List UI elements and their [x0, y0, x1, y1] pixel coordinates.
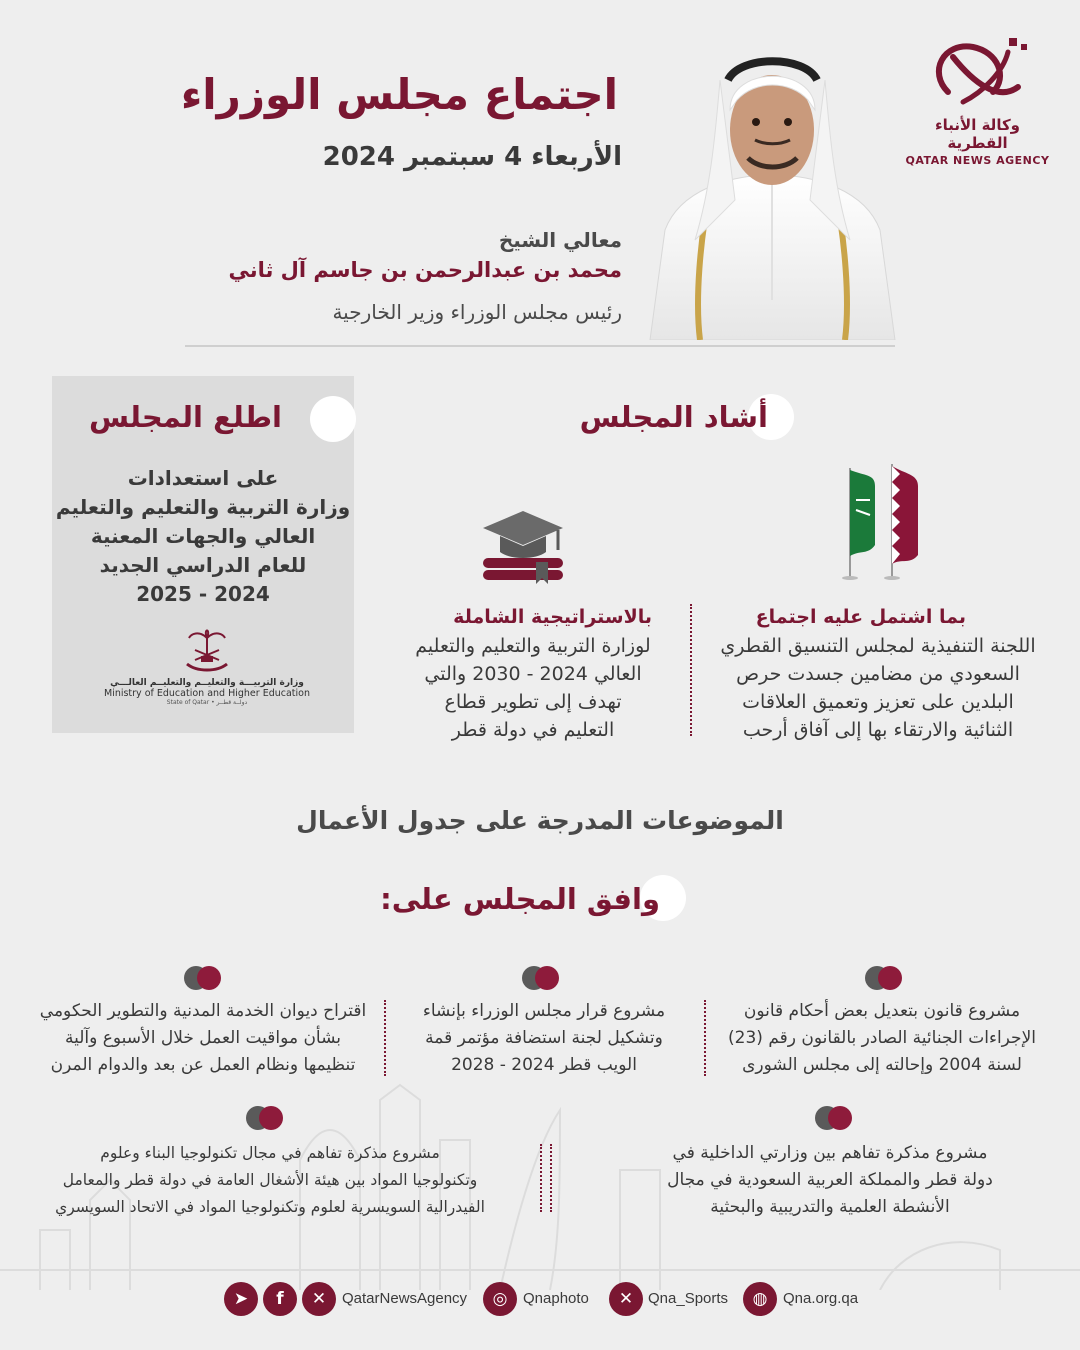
item-bullet [246, 1106, 286, 1130]
telegram-icon[interactable]: ➤ [224, 1282, 258, 1316]
review-line: 2024 - 2025 [136, 582, 270, 606]
review-line: العالي والجهات المعنية [90, 524, 316, 548]
flags-icon [830, 460, 925, 585]
agenda-line: الإجراءات الجنائية الصادر بالقانون رقم (23) [728, 1028, 1036, 1048]
agenda-line: اقتراح ديوان الخدمة المدنية والتطوير الحكومي [39, 1001, 367, 1021]
review-text [52, 464, 354, 609]
praised-left-text [388, 632, 678, 744]
agency-name-ar: وكالة الأنباء القطرية [935, 116, 1020, 152]
agenda-item-1 [712, 998, 1052, 1079]
item-bullet [522, 966, 562, 990]
review-line: على استعدادات [127, 466, 279, 490]
praised-right-line: الثنائية والارتقاء بها إلى آفاق أرحب [742, 719, 1014, 741]
social-footer [0, 1280, 1080, 1324]
header-divider [185, 345, 895, 347]
agenda-line: وتشكيل لجنة استضافة مؤتمر قمة [425, 1028, 663, 1048]
agenda-item-4 [620, 1140, 1040, 1221]
agenda-line: مشروع قرار مجلس الوزراء بإنشاء [422, 1001, 666, 1021]
moe-logo [102, 626, 312, 716]
item-bullet [865, 966, 905, 990]
item-bullet [184, 966, 224, 990]
x-icon[interactable]: ✕ [302, 1282, 336, 1316]
agenda-item-2 [398, 998, 690, 1079]
review-box [52, 376, 354, 733]
agenda-line: تنظيمها ونظام العمل عن بعد والدوام المرن [50, 1055, 356, 1075]
portrait-image [640, 40, 905, 340]
qna-handle-link[interactable]: QatarNewsAgency [342, 1290, 468, 1307]
agenda-title: الموضوعات المدرجة على جدول الأعمال [296, 806, 784, 835]
agenda-line: الويب قطر 2024 - 2028 [451, 1055, 637, 1075]
agenda-line: لسنة 2004 وإحالته إلى مجلس الشورى [742, 1055, 1022, 1075]
qna-logo [905, 32, 1050, 167]
agenda-line: بشأن مواقيت العمل خلال الأسبوع وآلية [64, 1028, 342, 1048]
person-name: محمد بن عبدالرحمن بن جاسم آل ثاني [228, 258, 622, 282]
agenda-line: مشروع مذكرة تفاهم بين وزارتي الداخلية في [672, 1143, 988, 1163]
agenda-item-5 [20, 1140, 520, 1221]
qna-sports-link[interactable]: Qna_Sports [648, 1290, 729, 1307]
moe-name-en: Ministry of Education and Higher Education [103, 688, 310, 699]
item-divider [540, 1144, 542, 1212]
review-heading: اطلع المجلس [88, 400, 282, 434]
website-link[interactable]: Qna.org.qa [783, 1290, 859, 1307]
person-role: رئيس مجلس الوزراء وزير الخارجية [332, 300, 622, 324]
praised-right-line: السعودي من مضامين جسدت حرص [736, 663, 1020, 685]
qnaphoto-link[interactable]: Qnaphoto [523, 1290, 589, 1307]
moe-emblem-icon [177, 626, 237, 674]
praised-left-title: بالاستراتيجية الشاملة [453, 606, 652, 628]
agenda-item-3 [28, 998, 378, 1079]
agenda-line: مشروع قانون بتعديل بعض أحكام قانون [743, 1001, 1021, 1021]
praised-left-line: لوزارة التربية والتعليم والتعليم [415, 635, 651, 657]
praised-right-line: البلدين على تعزيز وتعميق العلاقات [742, 691, 1014, 713]
praised-left-line: تهدف إلى تطوير قطاع [444, 691, 622, 713]
column-divider [690, 604, 692, 736]
facebook-icon[interactable]: f [263, 1282, 297, 1316]
person-honorific: معالي الشيخ [498, 228, 622, 252]
agenda-line: وتكنولوجيا المواد بين هيئة الأشغال العامة في دولة قطر والمعامل [62, 1171, 478, 1189]
review-line: للعام الدراسي الجديد [99, 553, 307, 577]
agenda-line: الفيدرالية السويسرية لعلوم وتكنولوجيا المواد في الاتحاد السويسري [55, 1198, 485, 1216]
globe-icon[interactable]: ◍ [743, 1282, 777, 1316]
praised-left-line: التعليم في دولة قطر [451, 719, 615, 741]
praised-left-line: العالي 2024 - 2030 والتي [424, 663, 642, 685]
review-line: وزارة التربية والتعليم والتعليم [55, 495, 351, 519]
agency-name-en: QATAR NEWS AGENCY [905, 154, 1050, 167]
praised-right-line: اللجنة التنفيذية لمجلس التنسيق القطري [720, 635, 1036, 657]
moe-name-ar: وزارة التربيـــة والتعليــم والتعليــم العالـــي [110, 678, 304, 688]
x-icon[interactable]: ✕ [609, 1282, 643, 1316]
instagram-icon[interactable]: ◎ [483, 1282, 517, 1316]
item-divider [384, 1000, 386, 1076]
moe-state: State of Qatar • دولــة قطــر [166, 699, 248, 706]
graduation-cap-icon [478, 506, 568, 586]
agenda-line: دولة قطر والمملكة العربية السعودية في مجال [667, 1170, 993, 1190]
meeting-date: الأربعاء 4 سبتمبر 2024 [322, 142, 622, 172]
qna-emblem-icon [923, 32, 1033, 112]
praised-right-text [718, 632, 1038, 744]
page-title: اجتماع مجلس الوزراء [180, 70, 618, 119]
heading-dot [310, 396, 356, 442]
agenda-line: الأنشطة العلمية والتدريبية والبحثية [710, 1197, 950, 1217]
praised-right-title: بما اشتمل عليه اجتماع [755, 606, 966, 628]
agenda-line: مشروع مذكرة تفاهم في مجال تكنولوجيا البناء وعلوم [100, 1144, 440, 1162]
item-divider [550, 1144, 552, 1212]
praised-heading: أشاد المجلس [579, 400, 768, 434]
approved-heading: وافق المجلس على: [380, 882, 660, 916]
item-bullet [815, 1106, 855, 1130]
item-divider [704, 1000, 706, 1076]
